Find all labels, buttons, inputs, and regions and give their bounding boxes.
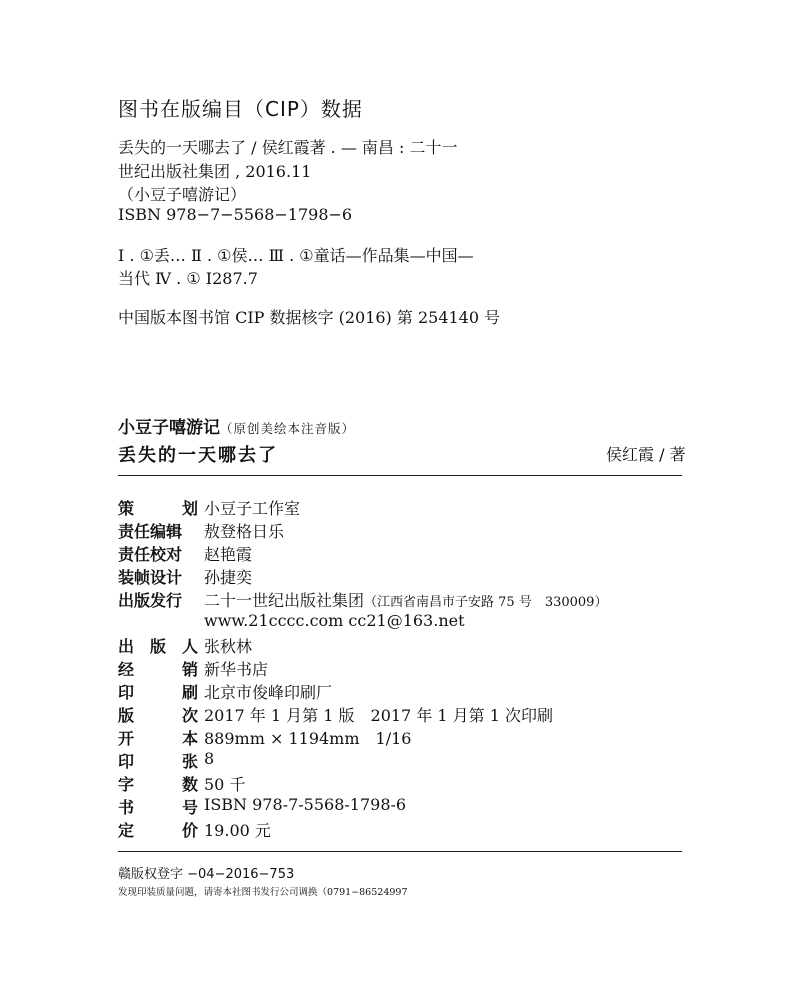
info-value: 新华书店	[204, 660, 269, 679]
cip-line-4: ISBN 978−7−5568−1798−6	[118, 205, 353, 224]
cip-line-1: 丢失的一天哪去了 / 侯红霞著 . — 南昌 : 二十一	[118, 138, 458, 157]
info-label: 印 刷	[118, 683, 198, 702]
cip-heading: 图书在版编目（CIP）数据	[118, 97, 363, 121]
info-value: ISBN 978-7-5568-1798-6	[204, 795, 407, 814]
book-title: 丢失的一天哪去了	[118, 445, 278, 466]
info-value: 19.00 元	[204, 821, 271, 840]
divider-bottom	[118, 851, 682, 852]
publisher-web: www.21cccc.com cc21@163.net	[204, 611, 465, 630]
info-label: 责任编辑	[118, 522, 183, 541]
cip-line-2: 世纪出版社集团 , 2016.11	[118, 162, 312, 181]
info-label: 定 价	[118, 821, 198, 840]
info-label: 书 号	[118, 798, 198, 817]
series-subtitle: （原创美绘本注音版）	[220, 421, 356, 436]
info-value: 889mm × 1194mm 1/16	[204, 729, 412, 748]
info-value: 小豆子工作室	[204, 499, 301, 518]
info-value: 8	[204, 749, 215, 768]
info-value: 2017 年 1 月第 1 版 2017 年 1 月第 1 次印刷	[204, 706, 554, 725]
info-value: 敖登格日乐	[204, 522, 285, 541]
info-label: 版 次	[118, 706, 198, 725]
info-value	[204, 588, 607, 611]
info-label: 装帧设计	[118, 568, 183, 587]
cip-line-5: Ⅰ . ①丢… Ⅱ . ①侯… Ⅲ . ①童话—作品集—中国—	[118, 246, 474, 265]
cip-line-6: 当代 Ⅳ . ① I287.7	[118, 269, 258, 288]
quality-note: 发现印装质量问题，请寄本社图书发行公司调换（0791−86524997	[118, 887, 408, 898]
info-label: 出版发行	[118, 591, 183, 610]
series-name: 小豆子嘻游记	[118, 418, 220, 438]
info-label: 责任校对	[118, 545, 183, 564]
info-value: 北京市俊峰印刷厂	[204, 683, 333, 702]
book-author: 侯红霞 / 著	[606, 445, 686, 464]
info-label: 字 数	[118, 775, 198, 794]
info-label: 印 张	[118, 752, 198, 771]
series-line	[118, 413, 355, 438]
info-value: 赵艳霞	[204, 545, 253, 564]
cip-line-7: 中国版本图书馆 CIP 数据核字 (2016) 第 254140 号	[118, 308, 501, 327]
info-label: 出 版 人	[118, 637, 198, 656]
info-value: 50 千	[204, 775, 246, 794]
info-label: 经 销	[118, 660, 198, 679]
cip-line-3: （小豆子嘻游记）	[118, 185, 247, 204]
info-label: 策 划	[118, 499, 198, 518]
info-value: 张秋林	[204, 637, 253, 656]
copyright-registration: 赣版权登字 −04−2016−753	[118, 867, 295, 882]
publisher-address: （江西省南昌市子安路 75 号 330009）	[364, 595, 608, 610]
divider-top	[118, 475, 682, 476]
info-label: 开 本	[118, 729, 198, 748]
publisher-name: 二十一世纪出版社集团	[204, 591, 365, 610]
info-value: 孙捷奕	[204, 568, 253, 587]
